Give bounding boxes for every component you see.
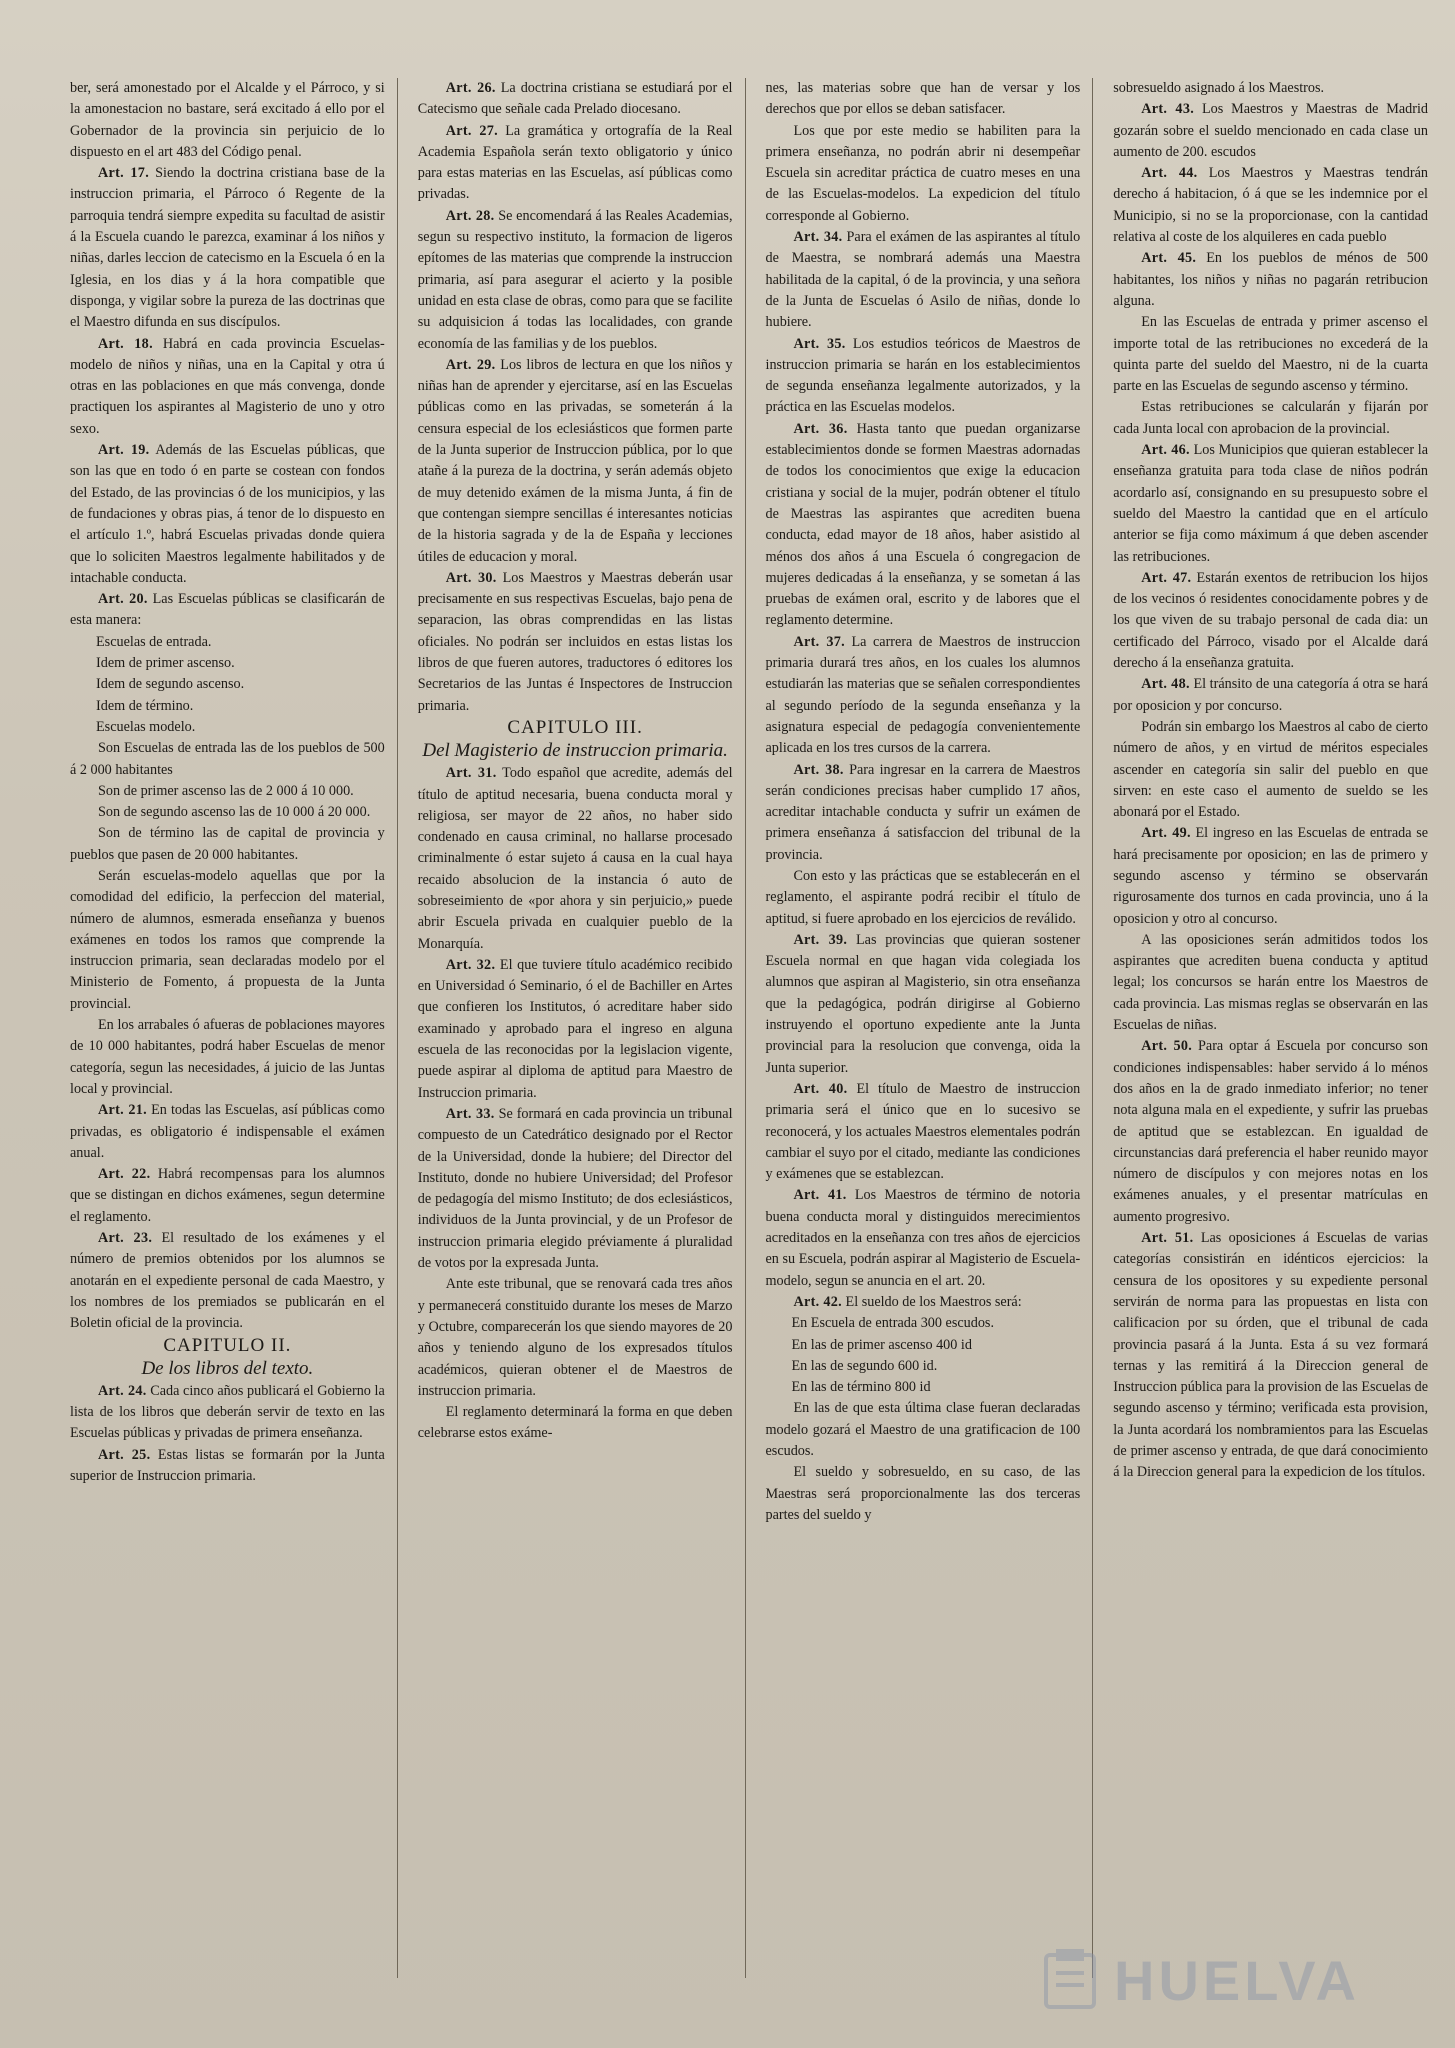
article-number: Art. 34. [793,229,843,246]
article-number: Art. 25. [98,1446,151,1463]
article-paragraph [418,355,733,568]
text-columns [66,78,1432,1978]
list-item [70,632,385,653]
article-paragraph [1113,1228,1428,1484]
article-paragraph [1113,568,1428,674]
article-number: Art. 44. [1141,165,1198,182]
article-number: Art. 45. [1141,250,1197,267]
column-1 [66,78,398,1978]
paragraph-text: Del Magisterio de instruccion primaria. [422,740,728,762]
article-number: Art. 51. [1141,1230,1194,1247]
article-number: Art. 22. [98,1166,151,1183]
paragraph-text: El resultado de los exámenes y el número de premios obtenidos por los alumnos se anotarán en el expediente personal de cada Maestro, y los nombres de los premiados se publicarán en el Boletin oficial de la provincia. [70,1230,385,1332]
paragraph [766,78,1081,121]
column-2 [414,78,746,1978]
article-number: Art. 36. [793,420,848,437]
paragraph-text: Las oposiciones á Escuelas de varias categorías consistirán en idénticos ejercicios: la censura de los opositores y su expediente personal servirán de norma para las propuestas en lista con calificacion por su órden, que el tribunal de cada provincia pasará á la Junta. Esta á su vez formará ternas y las remitirá á la Direccion general de Instruccion pública para la provision de las Escuelas de segundo ascenso y término; verificada esta provision, la Junta acordará los nombramientos para las Escuelas de primer ascenso y entrada, de que dará conocimiento á la Direccion general para la expedicion de los títulos. [1113,1230,1428,1481]
paragraph-text: Los estudios teóricos de Maestros de instruccion primaria se harán en los establecimientos de segunda enseñanza legalmente autorizados, y la práctica en las Escuelas modelos. [765,335,1081,416]
paragraph-text: Estas listas se formarán por la Junta superior de Instruccion primaria. [70,1446,385,1484]
paragraph [766,1462,1081,1526]
article-number: Art. 41. [793,1187,847,1204]
list-item [766,1377,1081,1398]
paragraph [766,1398,1081,1462]
paragraph-text: Se formará en cada provincia un tribunal compuesto de un Catedrático designado por el Rector de la Universidad, donde la hubiere; del Director del Instituto, donde no hubiere Universidad; del Profesor de pedagogía del mismo Instituto; de dos eclesiásticos, individuos de la Junta provincial, y de un Profesor de instruccion primaria elegido préviamente á pluralidad de votos por la expresada Junta. [417,1105,733,1272]
chapter-subtitle [418,738,733,763]
paragraph-text: Son de segundo ascenso las de 10 000 á 20 000. [98,804,371,821]
article-number: Art. 33. [445,1105,495,1122]
article-paragraph [70,1228,385,1334]
paragraph [1113,930,1428,1036]
article-paragraph [418,763,733,955]
paragraph-text: A las oposiciones serán admitidos todos los aspirantes que acrediten buena conducta y aptitud legal; los concursos se harán entre los Maestros de cada provincia. Las mismas reglas se observarán en las Escuelas de niñas. [1113,931,1428,1034]
paragraph [70,78,385,163]
column-3 [762,78,1094,1978]
paragraph-text: Las provincias que quieran sostener Escuela normal en que hagan vida colegiada los alumnos que aspiran al Magisterio, sin otra enseñanza que la pedagógica, podrán dirigirse al Gobierno instruyendo el oportuno expediente ante la Junta provincial para la resolucion que convenga, oida la Junta superior. [765,931,1081,1076]
paragraph-text: Los Municipios que quieran establecer la enseñanza gratuita para toda clase de niños podrán acordarlo así, consignando en su presupuesto sobre el sueldo del Maestro la cantidad que en el artículo anterior se fija como máximum á que deben ascender las retribuciones. [1113,442,1429,565]
article-paragraph [418,568,733,717]
article-paragraph [70,163,385,333]
article-paragraph [766,930,1081,1079]
paragraph [70,866,385,1015]
paragraph-text: Estarán exentos de retribucion los hijos de los vecinos ó residentes conocidamente pobres y de los que viven de su trabajo personal de cada dia: un certificado del Párroco, visado por el Alcalde dará derecho á la enseñanza gratuita. [1113,569,1428,672]
paragraph-text: La doctrina cristiana se estudiará por el Catecismo que señale cada Prelado diocesano. [417,80,733,118]
article-paragraph [1113,248,1428,312]
article-paragraph [1113,99,1428,163]
paragraph-text: Serán escuelas-modelo aquellas que por la comodidad del edificio, la perfeccion del material, número de alumnos, esmerada enseñanza y buenos exámenes en todos los ramos que comprende la instruccion primaria, sean declaradas modelo por el Ministerio de Fomento, á propuesta de la Junta provincial. [70,867,385,1012]
paragraph-text: En las de primer ascenso 400 id [791,1336,972,1353]
article-number: Art. 18. [98,335,153,352]
article-paragraph [70,440,385,589]
article-paragraph [766,1185,1081,1291]
article-paragraph [70,589,385,632]
article-paragraph [766,227,1081,333]
article-number: Art. 50. [1141,1038,1193,1055]
article-paragraph [418,206,733,355]
paragraph [70,823,385,866]
paragraph-text: Los Maestros y Maestras de Madrid gozarán sobre el sueldo mencionado en cada clase un aumento de 200. escudos [1113,101,1429,160]
article-paragraph [1113,674,1428,717]
paragraph-text: En las de término 800 id [791,1379,931,1396]
article-paragraph [1113,1036,1428,1228]
paragraph-text: Siendo la doctrina cristiana base de la instruccion primaria, el Párroco ó Regente de la parroquia tendrá siempre expedita su facultad de asistir á la Escuela cuando le parezca, examinar á los niños y niñas, darles leccion de catecismo en la Escuela ó en la Iglesia, en los dias y á la hora compatible que disponga, y vigilar sobre la pureza de las doctrinas que el Maestro difunda en sus discípulos. [70,165,385,331]
article-paragraph [418,1104,733,1274]
article-number: Art. 24. [98,1382,147,1399]
paragraph-text: Ante este tribunal, que se renovará cada tres años y permanecerá constituido durante los meses de Marzo y Octubre, comparecerán los que siendo mayores de 20 años y teniendo alguno de los expresados títulos académicos, quieran obtener el de Maestros de instruccion primaria. [417,1276,733,1399]
article-paragraph [766,1079,1081,1185]
article-paragraph [70,334,385,440]
article-paragraph [766,334,1081,419]
paragraph-text: Para el exámen de las aspirantes al título de Maestra, se nombrará además una Maestra habilitada de la capital, ó de la provincia, y una señora de la Junta de Escuelas ó Asilo de niñas, donde lo hubiere. [765,229,1081,331]
article-number: Art. 19. [98,442,150,459]
chapter-subtitle [70,1356,385,1381]
article-paragraph [1113,163,1428,248]
paragraph-text: sobresueldo asignado á los Maestros. [1113,80,1325,96]
paragraph-text: Los Maestros y Maestras tendrán derecho á habitacion, ó á que se les indemnice por el Municipio, si no se la proporcionase, con la cantidad relativa al coste de los alquileres en cada pueblo [1113,165,1429,246]
paragraph [70,1015,385,1100]
paragraph-text: De los libros del texto. [141,1357,314,1379]
article-number: Art. 17. [98,165,150,182]
paragraph-text: El reglamento determinará la forma en que deben celebrarse estos exáme- [417,1404,733,1442]
article-number: Art. 40. [793,1080,848,1097]
watermark-label: HUELVA [1114,1948,1360,2012]
paragraph-text: Son de primer ascenso las de 2 000 á 10 000. [98,782,354,799]
paragraph-text: El sueldo de los Maestros será: [845,1293,1022,1310]
paragraph-text: Todo español que acredite, además del título de aptitud necesaria, buena conducta moral y religiosa, ser mayor de 22 años, no haber sido condenado en causa criminal, no hallarse procesado criminalmente ó estar sujeto á causa en la cual haya recaido absolucion de la instancia ó auto de sobreseimiento de «por ahora y sin perjuicio,» puede abrir Escuela privada en cualquier pueblo de la Monarquía. [417,765,733,952]
paragraph-text: Los que por este medio se habiliten para la primera enseñanza, no podrán abrir ni desempeñar Escuela sin acreditar práctica de cuatro meses en una de las Escuelas-modelos. La expedicion del título corresponde al Gobierno. [765,122,1081,224]
paragraph-text: Escuelas modelo. [96,718,196,735]
article-number: Art. 31. [445,765,497,782]
paragraph [766,121,1081,227]
paragraph [766,866,1081,930]
paragraph [70,738,385,781]
article-paragraph [70,1164,385,1228]
article-number: Art. 43. [1141,101,1195,118]
article-paragraph [418,121,733,206]
paragraph-text: En las de que esta última clase fueran declaradas modelo gozará el Maestro de una gratificacion de 100 escudos. [765,1400,1081,1459]
article-paragraph [766,632,1081,760]
list-item [70,674,385,695]
article-number: Art. 20. [98,591,148,608]
paragraph-text: En las de segundo 600 id. [791,1357,938,1374]
paragraph-text: Se encomendará á las Reales Academias, segun su respectivo instituto, la formacion de ligeros epítomes de las materias que comprende la instruccion primaria, así para asegurar el acierto y la posible unidad en esta clase de obras, como para que se facilite su adquisicion á todas las localidades, con grande economía de las familias y de los pueblos. [417,207,733,352]
article-paragraph [1113,823,1428,929]
article-paragraph [418,955,733,1104]
paragraph-text: Los libros de lectura en que los niños y niñas han de aprender y ejercitarse, así en las Escuelas públicas como en las privadas, se someterán á la censura especial de los eclesiásticos que formen parte de la Junta superior de Instruccion pública, por lo que atañe á la pureza de la doctrina, y serán además objeto de muy detenido exámen de la misma Junta, á fin de que contengan siempre sencillas é interesantes noticias de la historia sagrada y de la de España y lecciones útiles de educacion y moral. [417,356,733,565]
paragraph-text: Idem de término. [96,697,194,714]
column-4 [1109,78,1432,1978]
paragraph-text: En los pueblos de ménos de 500 habitantes, los niños y niñas no pagarán retribucion alguna. [1113,250,1428,309]
article-paragraph [766,1292,1081,1313]
article-number: Art. 23. [98,1230,153,1247]
paragraph-text: Para ingresar en la carrera de Maestros serán condiciones precisas haber cumplido 17 años, acreditar intachable conducta y sufrir un exámen de primera enseñanza á satisfaccion del tribunal de la provincia. [765,761,1081,863]
paragraph-text: Hasta tanto que puedan organizarse establecimientos donde se formen Maestras adornadas de todos los conocimientos que exige la educacion cristiana y social de la mujer, podrán obtener el título de Maestras las aspirantes que acrediten buena conducta, edad mayor de 18 años, haber asistido al ménos dos años á una Escuela ó congregacion de mujeres dedicadas á la enseñanza, y se sometan á las pruebas de exámen oral, escrito y de labores que el reglamento determine. [765,420,1081,629]
paragraph-text: En los arrabales ó afueras de poblaciones mayores de 10 000 habitantes, podrá haber Escuelas de menor categoría, segun las necesidades, á juicio de las Juntas local y provincial. [70,1017,385,1097]
list-item [70,653,385,674]
paragraph [1113,312,1428,397]
chapter-heading [418,717,733,738]
paragraph-text: Podrán sin embargo los Maestros al cabo de cierto número de años, y en virtud de méritos especiales ascender en categoría sin salir del pueblo en que sirven: en este caso el aumento de sueldo se les abonará por el Estado. [1113,718,1428,821]
article-paragraph [70,1381,385,1445]
list-item [70,717,385,738]
paragraph-text: En Escuela de entrada 300 escudos. [791,1315,994,1332]
article-number: Art. 48. [1141,676,1190,693]
article-number: Art. 46. [1141,442,1190,459]
paragraph-text: Estas retribuciones se calcularán y fijarán por cada Junta local con aprobacion de la provincial. [1113,399,1428,437]
paragraph-text: ber, será amonestado por el Alcalde y el Párroco, y si la amonestacion no bastare, será excitado á ello por el Gobernador de la provincia sin perjuicio de lo dispuesto en el art 483 del Código penal. [70,80,385,160]
paragraph [418,1402,733,1445]
article-number: Art. 26. [445,80,496,96]
article-number: Art. 29. [445,356,496,373]
list-item [766,1356,1081,1377]
paragraph-text: CAPITULO II. [163,1334,292,1356]
paragraph [1113,78,1428,99]
article-number: Art. 28. [445,207,495,224]
paragraph [1113,397,1428,440]
paragraph-text: Las Escuelas públicas se clasificarán de esta manera: [70,591,385,629]
article-number: Art. 35. [793,335,846,352]
article-paragraph [70,1445,385,1488]
article-paragraph [1113,440,1428,568]
article-number: Art. 47. [1141,569,1192,586]
paragraph-text: El ingreso en las Escuelas de entrada se hará precisamente por oposicion; en las de primero y segundo ascenso y término se observarán rigurosamente dos turnos en cada provincia, uno á la oposicion y otro al concurso. [1113,825,1429,927]
article-number: Art. 49. [1141,825,1191,842]
paragraph [70,802,385,823]
paragraph [1113,717,1428,823]
paragraph-text: Habrá recompensas para los alumnos que se distingan en dichos exámenes, segun determine el reglamento. [70,1166,385,1225]
paragraph-text: Escuelas de entrada. [96,633,212,650]
paragraph-text: Además de las Escuelas públicas, que son las que en todo ó en parte se costean con fondos del Estado, de las provincias ó de los municipios, y las de fundaciones y obras pias, á tenor de lo dispuesto en el artículo 1.º, habrá Escuelas privadas donde quiera que lo soliciten Maestros legalmente habilitados y de intachable conducta. [70,442,385,586]
article-number: Art. 39. [793,931,848,948]
paragraph-text: CAPITULO III. [507,716,643,738]
paragraph-text: La carrera de Maestros de instruccion primaria durará tres años, en los cuales los alumnos estudiarán las materias que se señalen correspondientes al segundo período de la segunda enseñanza y la asignatura especial de pedagogía convenientemente aplicada en los tres cursos de la carrera. [765,633,1081,757]
paragraph-text: Para optar á Escuela por concurso son condiciones indispensables: haber servido á lo ménos dos años en la de grado inmediato inferior; no tener nota alguna mala en el expediente, y sufrir las pruebas de aptitud que se establezcan. En igualdad de circunstancias dará preferencia el haber reunido mayor número de discípulos y con mejores notas en los exámenes anuales, y el presentar matrículas en aumento progresivo. [1113,1038,1429,1225]
paragraph-text: Idem de primer ascenso. [96,655,235,672]
archive-seal-icon [1040,1945,1100,2015]
chapter-heading [70,1335,385,1356]
article-number: Art. 27. [445,122,498,139]
article-number: Art. 38. [793,761,844,778]
paragraph-text: La gramática y ortografía de la Real Academia Española serán texto obligatorio y único para estas materias en las Escuelas, así públicas como privadas. [417,122,733,203]
article-paragraph [766,760,1081,866]
paragraph-text: En las Escuelas de entrada y primer ascenso el importe total de las retribuciones no excederá de la quinta parte del sueldo del Maestro, ni de la cuarta parte en las Escuelas de segundo ascenso y término. [1113,314,1428,395]
paragraph-text: El tránsito de una categoría á otra se hará por oposicion y por concurso. [1113,676,1429,714]
article-number: Art. 37. [793,633,845,650]
paragraph-text: Cada cinco años publicará el Gobierno la lista de los libros que deberán servir de texto en las Escuelas públicas y privadas de primera enseñanza. [70,1382,385,1442]
article-paragraph [70,1100,385,1164]
paragraph-text: nes, las materias sobre que han de versar y los derechos que por ellos se deban satisfacer. [765,80,1081,118]
paragraph-text: El título de Maestro de instruccion primaria será el único que en lo sucesivo se reconocerá, y los actuales Maestros elementales podrán cambiar el suyo por el citado, mediante las condiciones y exámenes que se establezcan. [765,1080,1081,1183]
article-paragraph [766,419,1081,632]
list-item [70,696,385,717]
article-number: Art. 42. [793,1293,842,1310]
paragraph-text: Los Maestros de término de notoria buena conducta moral y distinguidos merecimientos acreditados en la enseñanza con tres años de ejercicios en su Escuela, podrán aspirar al Magisterio de Escuela-modelo, segun se anuncia en el art. 20. [765,1187,1081,1289]
article-paragraph [418,78,733,121]
archive-watermark [1040,1940,1380,2020]
paragraph-text: Con esto y las prácticas que se establecerán en el reglamento, el aspirante podrá recibir el título de aptitud, si fuere aprobado en los ejercicios de reválido. [765,867,1081,927]
paragraph-text: En todas las Escuelas, así públicas como privadas, es obligatorio é indispensable el exámen anual. [70,1102,385,1161]
paragraph [70,781,385,802]
paragraph [418,1274,733,1402]
list-item [766,1335,1081,1356]
paragraph-text: El sueldo y sobresueldo, en su caso, de las Maestras será proporcionalmente las dos terceras partes del sueldo y [765,1464,1081,1523]
paragraph-text: Son Escuelas de entrada las de los pueblos de 500 á 2 000 habitantes [70,740,385,778]
list-item [766,1313,1081,1334]
article-number: Art. 30. [445,569,497,586]
paragraph-text: Habrá en cada provincia Escuelas-modelo de niños y niñas, una en la Capital y otra ú otras en las poblaciones en que más convenga, donde practiquen los aspirantes al Magisterio de uno y otro sexo. [70,335,385,437]
paragraph-text: Los Maestros y Maestras deberán usar precisamente en sus respectivas Escuelas, bajo pena de separacion, las obras comprendidas en las listas oficiales. No podrán ser incluidos en estas listas los libros de que fueren autores, traductores ó editores los Secretarios de las Juntas é Inspectores de Instruccion primaria. [417,569,733,714]
article-number: Art. 32. [445,956,496,973]
paragraph-text: Idem de segundo ascenso. [96,676,245,693]
paragraph-text: El que tuviere título académico recibido en Universidad ó Seminario, ó el de Bachiller en Artes que confieren los Institutos, ó acreditare haber sido examinado y aprobado para el ingreso en alguna escuela de las reconocidas por la legislacion vigente, puede aspirar al diploma de aptitud para Maestro de Instruccion primaria. [417,956,733,1101]
article-number: Art. 21. [98,1102,148,1119]
paragraph-text: Son de término las de capital de provincia y pueblos que pasen de 20 000 habitantes. [70,825,385,863]
